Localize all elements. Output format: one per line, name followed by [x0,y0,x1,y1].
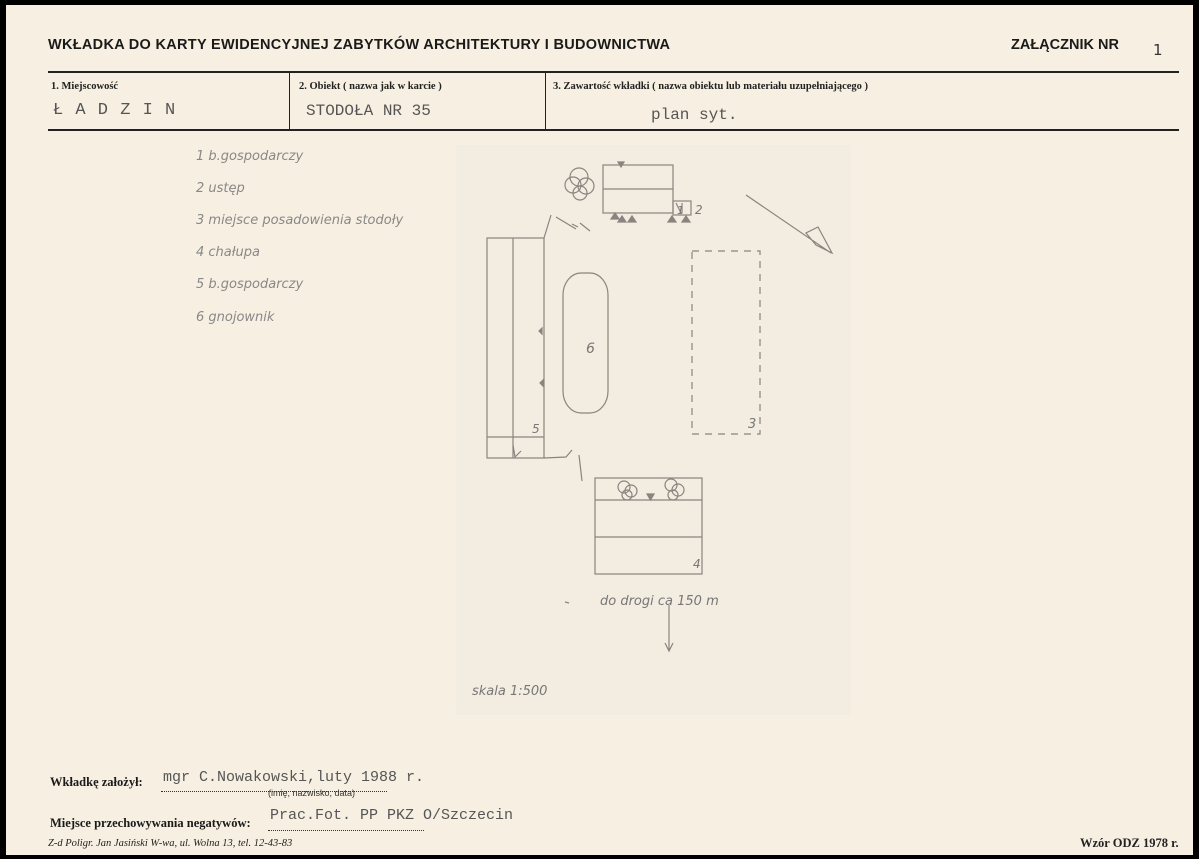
object-label: 2. Obiekt ( nazwa jak w karcie ) [299,81,442,92]
legend-item: 2 ustęp [196,181,245,196]
plan-label-5: 5 [532,422,540,436]
scale-note: skala 1:500 [472,684,548,699]
building-4 [595,478,702,574]
legend-item: 1 b.gospodarczy [196,149,304,164]
legend-item: 4 chałupa [196,245,260,260]
form-model: Wzór ODZ 1978 r. [1080,836,1179,850]
founder-value: mgr C.Nowakowski,luty 1988 r. [163,769,425,786]
plan-label-2: 2 [695,203,703,217]
content-label: 3. Zawartość wkładki ( nazwa obiektu lub materiału uzupełniającego ) [553,81,869,92]
annex-label: ZAŁĄCZNIK NR [1011,37,1119,53]
object-value: STODOŁA NR 35 [306,102,431,120]
barn-site-3 [692,251,760,434]
site-plan-drawing [6,5,1193,855]
tree-icon [618,481,637,500]
plan-label-6: 6 [586,341,595,357]
founder-label: Wkładkę założył: [50,775,143,789]
annex-number: 1 [1153,41,1163,59]
legend-item: 6 gnojownik [196,310,275,325]
negatives-dotted-line [268,830,424,831]
plan-label-3: 3 [748,417,757,432]
document-sheet [6,5,1193,855]
founder-hint: (imię, nazwisko, data) [268,788,356,798]
tree-icon [665,479,684,500]
negatives-value: Prac.Fot. PP PKZ O/Szczecin [270,807,514,824]
locality-label: 1. Miejscowość [51,81,119,92]
plan-label-1: 1 [677,204,684,217]
plan-label-4: 4 [693,557,701,571]
legend-item: 3 miejsce posadowienia stodoły [196,213,404,228]
road-note: do drogi ca 150 m [600,594,719,609]
form-title: WKŁADKA DO KARTY EWIDENCYJNEJ ZABYTKÓW ARCHITEKTURY I BUDOWNICTWA [48,37,671,53]
printer-note: Z-d Poligr. Jan Jasiński W-wa, ul. Wolna 13, tel. 12-43-83 [48,838,293,849]
locality-value: Ł A D Z I N [53,101,177,120]
legend-item: 5 b.gospodarczy [196,277,304,292]
tree-icon [565,168,594,200]
content-value: plan syt. [651,106,738,124]
negatives-label: Miejsce przechowywania negatywów: [50,816,251,830]
